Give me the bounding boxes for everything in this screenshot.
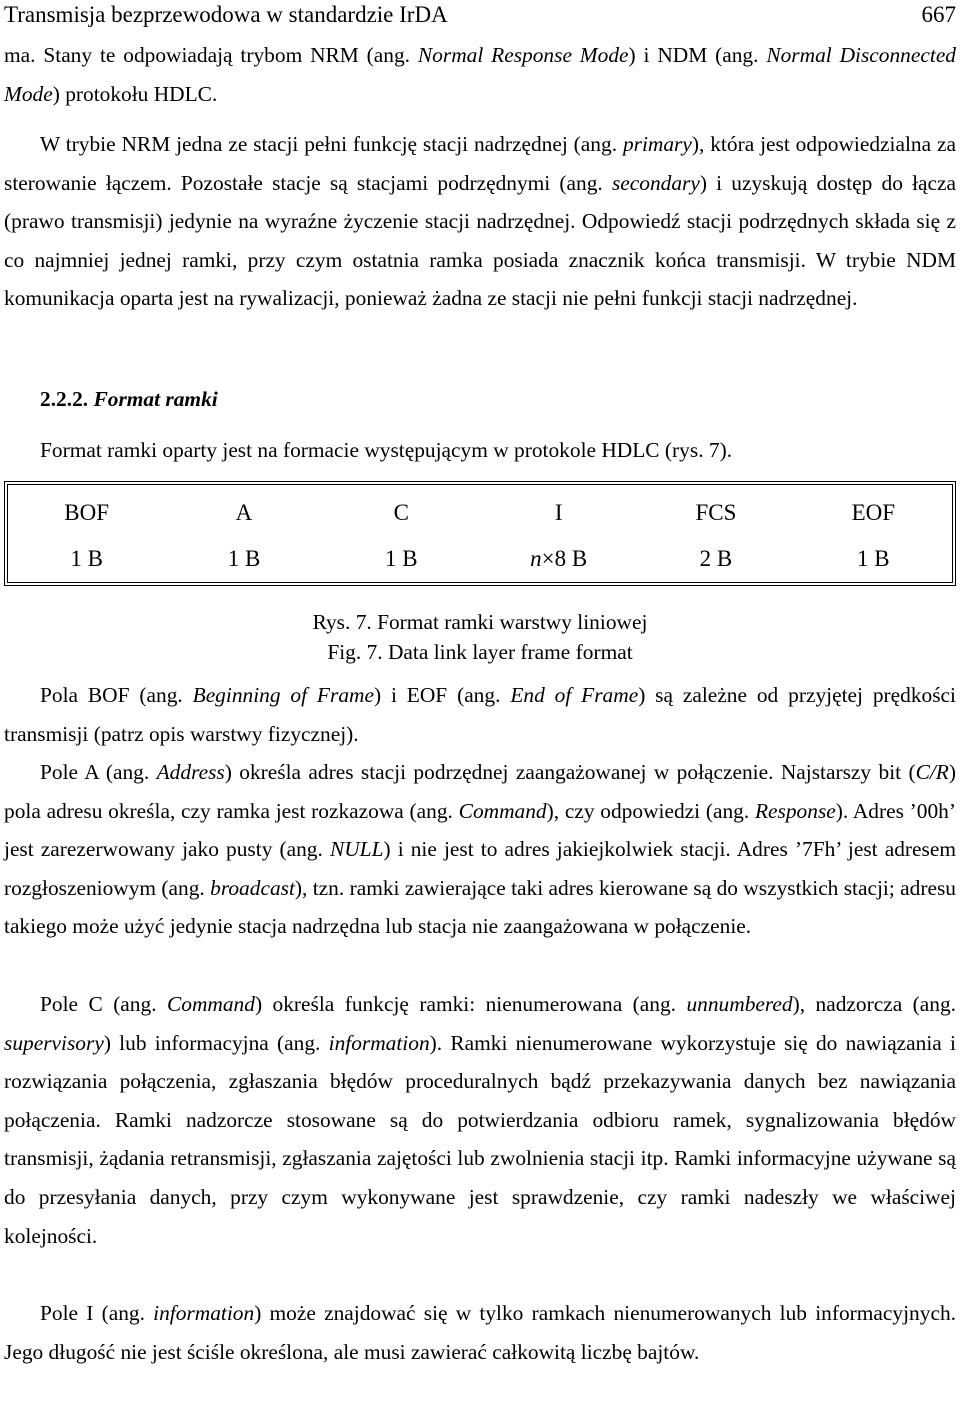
- frame-format-table: [4, 481, 956, 586]
- italic-term: NULL: [329, 837, 384, 862]
- text-run: ) określa funkcję ramki: nienumerowana (ang.: [254, 992, 687, 1016]
- frame-size-row: [8, 535, 952, 583]
- paragraph-information-field: [4, 1294, 956, 1371]
- text-run: ) są zależne od przyjętej prędkości transmisji (patrz opis warstwy fizycznej).: [4, 683, 956, 746]
- text-run: Pole I (ang.: [40, 1301, 154, 1325]
- text-run: ), nadzorcza (ang.: [792, 992, 957, 1016]
- text-run: ) i uzyskują dostęp do łącza (prawo transmisji) jedynie na wyraźne życzenie stacji nadrzędnej. Odpowiedź stacji podrzędnych składa się z co najmniej jednej ramki, przy czym ostatnia ramka posiada znacznik końca transmisji. W trybie NDM komunikacja oparta jest na rywalizacji, ponieważ żadna ze stacji nie pełni funkcji stacji nadrzędnej.: [4, 170, 957, 311]
- italic-term: C/R: [915, 760, 949, 784]
- frame-field-cell: C: [393, 500, 409, 525]
- frame-field-cell: FCS: [695, 500, 737, 525]
- italic-term: End of Frame: [510, 683, 639, 707]
- section-number: 2.2.2.: [40, 387, 89, 411]
- text-run: ) protokołu HDLC.: [52, 81, 218, 106]
- text-run: ), która jest odpowiedzialna za sterowanie łączem. Pozostałe stacje są stacjami podrzędnymi (ang.: [4, 132, 956, 195]
- figure-caption-pl: Rys. 7. Format ramki warstwy liniowej: [312, 610, 648, 634]
- section-intro: Format ramki oparty jest na formacie występującym w protokole HDLC (rys. 7).: [40, 438, 733, 462]
- frame-size-cell: 1 B: [857, 546, 890, 571]
- italic-term: Address: [156, 760, 225, 784]
- frame-field-cell: BOF: [64, 500, 110, 525]
- section-heading: [40, 384, 218, 414]
- frame-size-cell: 1 B: [70, 546, 103, 571]
- text-run: ). Adres ’00h’ jest zarezerwowany jako pusty (ang.: [4, 798, 956, 862]
- italic-term: Command: [458, 798, 547, 823]
- paragraph-control-field: [4, 985, 956, 1255]
- frame-size-cell: 1 B: [385, 546, 418, 571]
- italic-term: information: [328, 1030, 430, 1055]
- frame-field-cell: I: [554, 500, 563, 525]
- paragraph-address-field: [4, 753, 956, 946]
- italic-term: information: [153, 1301, 255, 1325]
- italic-term: Normal Disconnected Mode: [4, 43, 957, 106]
- text-run: ) może znajdować się w tylko ramkach nienumerowanych lub informacyjnych. Jego długość nie jest ściśle określona, ale musi zawierać całkowitą liczbę bajtów.: [4, 1301, 956, 1364]
- text-run: ) określa adres stacji podrzędnej zaangażowanej w połączenie. Najstarszy bit (: [224, 760, 916, 784]
- text-run: ) lub informacyjna (ang.: [103, 1030, 329, 1055]
- figure-caption-en: Fig. 7. Data link layer frame format: [327, 640, 633, 664]
- italic-term: Beginning of Frame: [192, 683, 374, 707]
- italic-term: Normal Response Mode: [417, 43, 629, 67]
- text-run: ) pola adresu określa, czy ramka jest rozkazowa (ang.: [4, 760, 956, 823]
- italic-term: Response: [754, 798, 836, 823]
- running-header: [4, 0, 956, 30]
- frame-field-row: [8, 489, 952, 537]
- frame-size-cell: 2 B: [699, 546, 733, 571]
- frame-field-cell: A: [235, 500, 253, 525]
- frame-size-cell: 1 B: [227, 546, 261, 571]
- frame-field-cell: EOF: [851, 500, 896, 525]
- section-title: Format ramki: [93, 387, 218, 411]
- italic-term: broadcast: [210, 875, 295, 900]
- italic-term: Command: [167, 992, 255, 1016]
- italic-term: primary: [622, 132, 692, 156]
- text-run: Pole C (ang.: [40, 992, 167, 1016]
- italic-term: supervisory: [4, 1030, 104, 1055]
- text-run: ), tzn. ramki zawierające taki adres kierowane są do wszystkich stacji; adresu takiego może użyć jedynie stacja nadrzędna lub stacja nie zaangażowana w połączenie.: [4, 875, 956, 939]
- paragraph-modes-continued: [4, 36, 956, 113]
- paragraph-bof-eof: [4, 676, 956, 753]
- page-number: 667: [921, 2, 956, 27]
- text-run: Pole A (ang.: [40, 760, 157, 784]
- paragraph-nrm-ndm: [4, 125, 956, 318]
- frame-size-cell: n×8 B: [530, 546, 588, 571]
- italic-term: secondary: [611, 170, 700, 195]
- text-run: ) i nie jest to adres jakiejkolwiek stacji. Adres ’7Fh’ jest adresem rozgłoszeniowym (ang.: [4, 837, 956, 900]
- text-run: ), czy odpowiedzi (ang.: [546, 798, 755, 823]
- text-run: ) i NDM (ang.: [628, 43, 767, 67]
- text-run: ). Ramki nienumerowane wykorzystuje się do nawiązania i rozwiązania połączenia, zgłaszania błędów proceduralnych bądź przekazywania danych bez nawiązania połączenia. Ramki nadzorcze stosowane są do potwierdzania odbioru ramek, sygnalizowania błędów transmisji, żądania retransmisji, zgłaszania zajętości lub zwolnienia stacji itp. Ramki informacyjne używane są do przesyłania danych, przy czym wykonywane jest sprawdzenie, czy ramki nadeszły we właściwej kolejności.: [4, 1030, 956, 1248]
- text-run: ) i EOF (ang.: [373, 683, 511, 707]
- text-run: Pola BOF (ang.: [40, 683, 193, 707]
- italic-term: unnumbered: [686, 992, 793, 1016]
- text-run: W trybie NRM jedna ze stacji pełni funkcję stacji nadrzędnej (ang.: [40, 132, 623, 156]
- running-title: Transmisja bezprzewodowa w standardzie IrDA: [4, 2, 448, 27]
- text-run: ma. Stany te odpowiadają trybom NRM (ang.: [4, 43, 418, 67]
